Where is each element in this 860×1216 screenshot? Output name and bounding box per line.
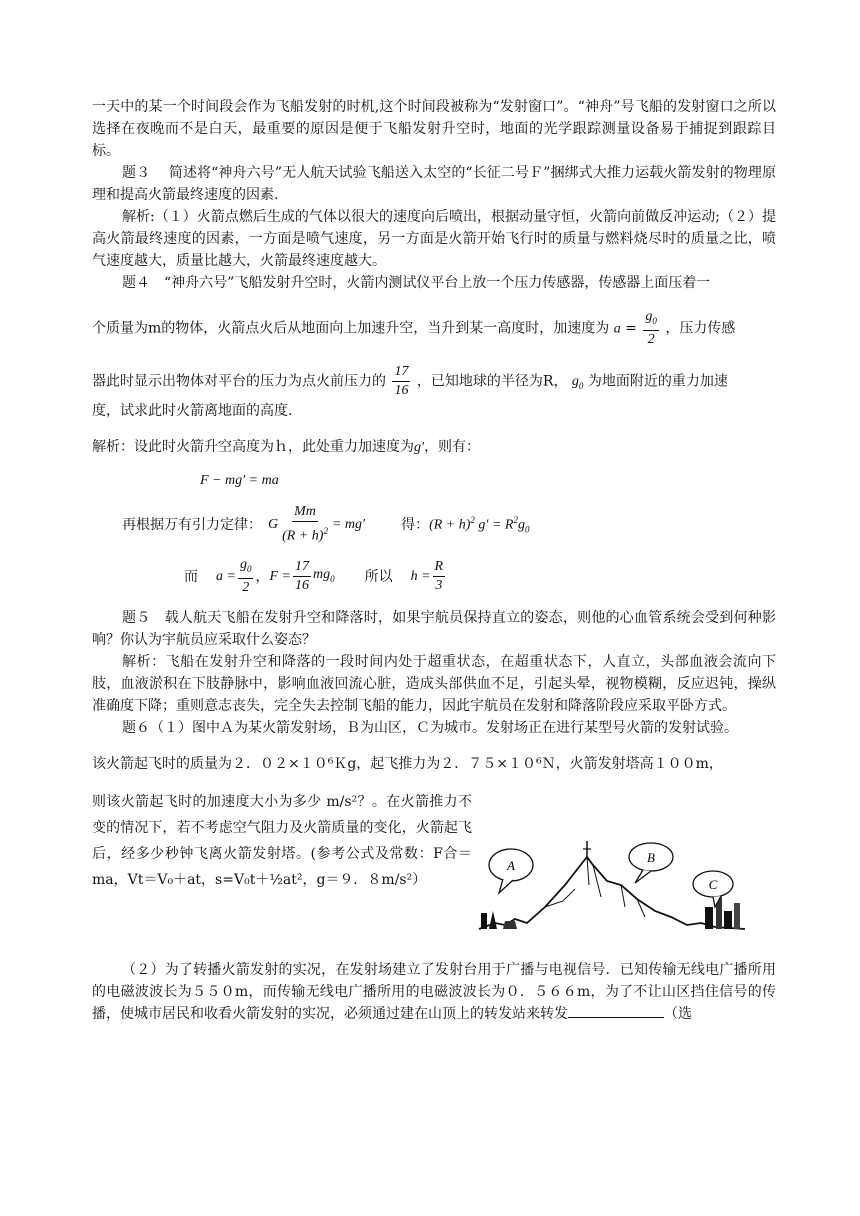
question-3-answer: 解析:（１）火箭点燃后生成的气体以很大的速度向后喷出，根据动量守恒，火箭向前做反冲运动;（２）提高火箭最终速度的因素，一方面是喷气速度，另一方面是火箭开始飞行时的质量与燃料烧尽时的质量之比，喷气速度越大，质量比越大，火箭最终速度越大。 (92, 209, 776, 269)
question-4-line-1: 题４ “神舟六号”飞船发射升空时，火箭内测试仪平台上放一个压力传感器，传感器上面压着一 (122, 275, 711, 291)
question-6-line-2: 该火箭起飞时的质量为２．０２×１０⁶Ｋg，起飞推力为２．７５×１０⁶Ｎ，火箭发射塔高１００m， (92, 755, 723, 772)
equation-results: 而 a = $\frac{g_0}{2}$ ， F = $\frac{17}{16}$ $mg_0$ 所以 h = $\frac{R}{3}$ (184, 557, 444, 596)
launch-site-figure (475, 837, 750, 939)
document-page (92, 96, 776, 1025)
fraction-17-over-16: $\frac{17}{16}$ (394, 363, 409, 398)
question-5: 题５ 载人航天飞船在发射升空和降落时，如果宇航员保持直立的姿态，则他的心血管系统会受到何种影响？你认为宇航员应采取什么姿态？ (92, 609, 776, 648)
answer-blank[interactable] (568, 1003, 664, 1018)
figure-label-c: C (708, 876, 718, 892)
question-6-text: 则该火箭起飞时的加速度大小为多少 m/s²？。在火箭推力不变的情况下，若不考虑空气阻力及火箭质量的变化，火箭起飞后，经多少秒钟飞离火箭发射塔。(参考公式及常数：F合＝ma，Vt＝V₀＋at，s=V₀t＋½at²，g＝９．８m/s²） (92, 793, 472, 888)
equation-newton: F − mg′ = ma (200, 472, 279, 488)
question-6-figure-block (92, 789, 776, 959)
equation-gravitation: 再根据万有引力定律： G $\frac{Mm}{(R + h)^2}$ = mg′ 得： $(R + h)^2$ $g' = R^2g_0$ (122, 504, 530, 545)
question-6-line-1: 题６（１）图中Ａ为某火箭发射场，Ｂ为山区，Ｃ为城市。发射场正在进行某型号火箭的发射试验。 (122, 719, 738, 736)
intro-paragraph: 一天中的某一个时间段会作为飞船发射的时机,这个时间段被称为“发射窗口”。“神舟”号飞船的发射窗口之所以选择在夜晚而不是白天，最重要的原因是便于飞船发射升空时，地面的光学跟踪测量设备易于捕捉到跟踪目标。 (92, 99, 776, 159)
figure-label-b: B (647, 849, 655, 865)
fraction-g0-over-2: $\frac{g_0}{2}$ (645, 309, 657, 347)
question-4-line-3: 器此时显示出物体对平台的压力为点火前压力的 $\frac{17}{16}$ ，已知地球的半径为R， $g_0$ 为地面附近的重力加速 (92, 363, 728, 398)
question-4-line-2: 个质量为m的物体，火箭点火后从地面向上加速升空，当升到某一高度时，加速度为 a = $\frac{g_0}{2}$ ，压力传感 (92, 309, 736, 347)
question-5-answer: 解析：飞船在发射升空和降落的一段时间内处于超重状态，在超重状态下，人直立，头部血液会流向下肢，血液淤积在下肢静脉中，影响血液回流心脏，造成头部供血不足，引起头晕，视物模糊，反应迟钝，操纵准确度下降；重则意志丧失，完全失去控制飞船的能力，因此宇航员在发射和降落阶段应采取平卧方式。 (92, 653, 776, 714)
question-3: 题３ 简述将“神舟六号”无人航天试验飞船送入太空的“长征二号Ｆ”捆绑式大推力运载火箭发射的物理原理和提高火箭最终速度的因素. (92, 165, 776, 203)
question-6-part-2: （２）为了转播火箭发射的实况，在发射场建立了发射台用于广播与电视信号．已知传输无线电广播所用的电磁波波长为５５０m，而传输无线电广播所用的电磁波波长为０．５６６m，为了不让山区挡住信号的传播，使城市居民和收看火箭发射的实况，必须通过建在山顶上的转发站来转发 （选 (92, 961, 776, 1022)
question-4-line-4: 度，试求此时火箭离地面的高度. (92, 402, 293, 419)
question-4-answer: 解析：设此时火箭升空高度为ｈ，此处重力加速度为g′，则有： (92, 438, 481, 455)
figure-label-a: A (507, 857, 515, 873)
